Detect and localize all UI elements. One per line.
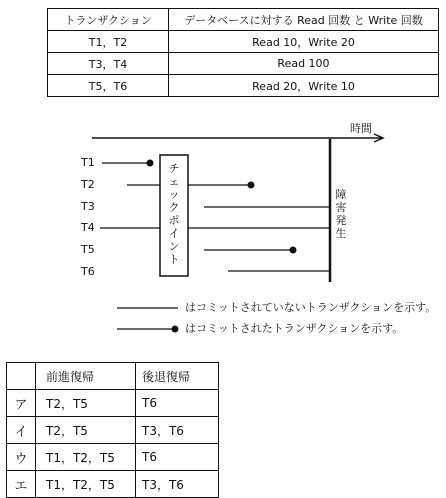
cell-transactions: T5，T6 <box>48 75 169 97</box>
table-row <box>7 390 219 417</box>
roll-back-cell: T6 <box>136 444 219 471</box>
header-roll-forward: 前進復帰 <box>36 363 136 390</box>
choice-key: エ <box>7 471 36 498</box>
cell-io-counts: Read 20，Write 10 <box>169 75 439 97</box>
header-roll-back: 後退復帰 <box>136 363 219 390</box>
cell-io-counts: Read 10，Write 20 <box>169 31 439 53</box>
answer-choices-table <box>6 362 219 498</box>
roll-back-cell: T3，T6 <box>136 471 219 498</box>
failure-label: 障 害 発 生 <box>335 188 347 240</box>
transaction-label-t1: T1 <box>81 156 95 169</box>
roll-back-cell: T6 <box>136 390 219 417</box>
roll-forward-cell: T1，T2，T5 <box>36 471 136 498</box>
roll-back-cell: T3，T6 <box>136 417 219 444</box>
transaction-label-t6: T6 <box>81 265 95 278</box>
table-row <box>7 417 219 444</box>
cell-io-counts: Read 100 <box>169 53 439 75</box>
transaction-label-t5: T5 <box>81 243 95 256</box>
cell-transactions: T3，T4 <box>48 53 169 75</box>
choice-key: イ <box>7 417 36 444</box>
transaction-label-t2: T2 <box>81 178 95 191</box>
cell-transactions: T1，T2 <box>48 31 169 53</box>
legend-committed-text: はコミットされたトランザクションを示す。 <box>185 322 404 335</box>
table-row <box>7 444 219 471</box>
roll-forward-cell: T1，T2，T5 <box>36 444 136 471</box>
commit-dot-t1 <box>147 160 154 167</box>
header-transaction: トランザクション <box>48 9 169 31</box>
legend-uncommitted-text: はコミットされていないトランザクションを示す。 <box>185 301 437 314</box>
table-header-row <box>7 363 219 390</box>
header-read-write-count: データベースに対する Read 回数 と Write 回数 <box>169 9 439 31</box>
transaction-label-t3: T3 <box>81 200 95 213</box>
commit-dot-t2 <box>248 182 255 189</box>
transaction-label-t4: T4 <box>81 221 95 234</box>
choice-key: ア <box>7 390 36 417</box>
commit-dot-t5 <box>290 247 297 254</box>
table-row <box>7 471 219 498</box>
roll-forward-cell: T2，T5 <box>36 417 136 444</box>
header-choice <box>7 363 36 390</box>
choice-key: ウ <box>7 444 36 471</box>
roll-forward-cell: T2，T5 <box>36 390 136 417</box>
legend-commit-dot <box>172 326 179 333</box>
checkpoint-label: チ ェ ッ ク ポ イ ン ト <box>168 162 180 266</box>
time-label: 時間 <box>350 122 372 135</box>
